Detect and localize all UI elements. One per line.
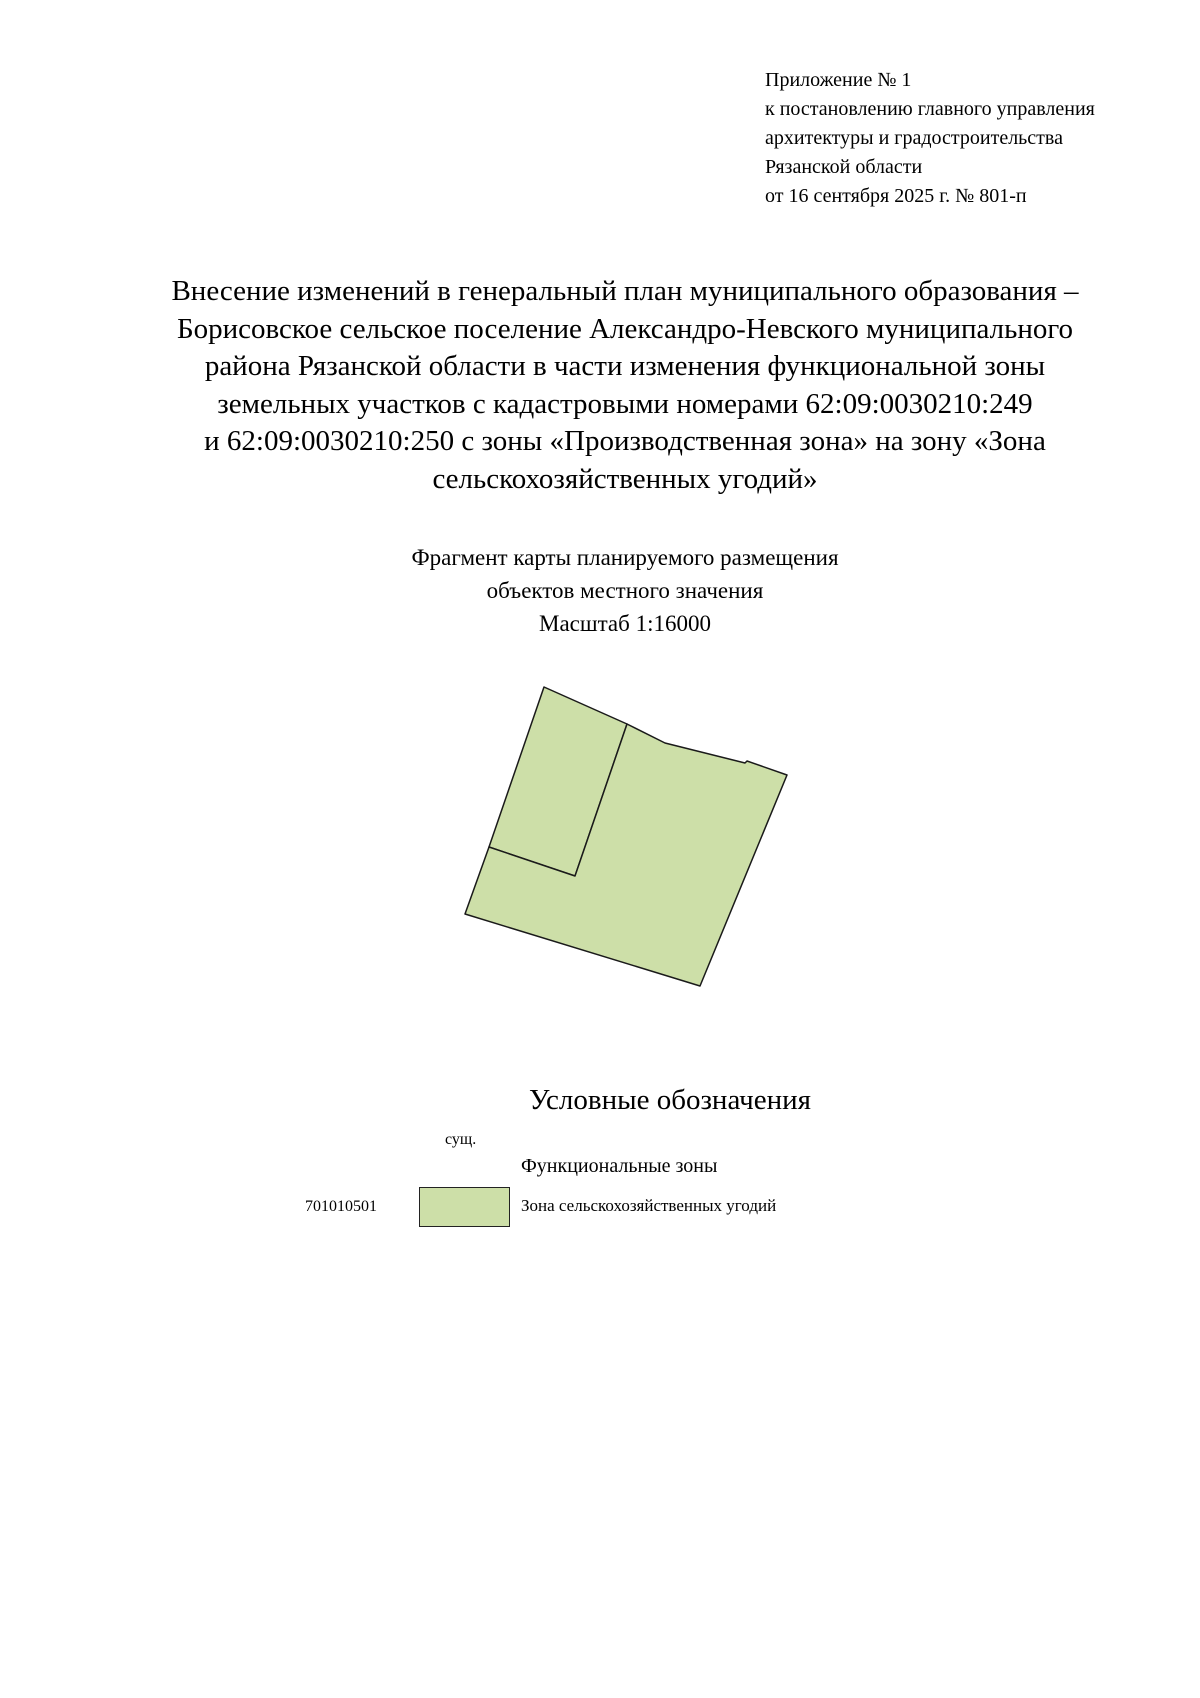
caption-line: Фрагмент карты планируемого размещения [411,545,839,570]
appendix-line: архитектуры и градостроительства [765,127,1063,149]
appendix-line: Рязанской области [765,156,923,178]
legend-color-swatch [419,1187,510,1227]
appendix-line: от 16 сентября 2025 г. № 801-п [765,185,1027,207]
title-line: земельных участков с кадастровыми номерами 62:09:0030210:249 [217,387,1033,420]
title-line: Внесение изменений в генеральный план муниципального образования – [171,275,1079,307]
title-line: Борисовское сельское поселение Александро-Невского муниципального [176,312,1074,345]
caption-line: объектов местного значения [486,578,764,603]
title-line: и 62:09:0030210:250 с зоны «Производственная зона» на зону «Зона [204,425,1046,457]
legend-item-label: Зона сельскохозяйственных угодий [521,1196,777,1215]
title-line: сельскохозяйственных угодий» [432,462,818,495]
legend-group-heading: Функциональные зоны [521,1155,718,1177]
legend-item-code: 701010501 [305,1198,377,1215]
appendix-line: Приложение № 1 [765,69,912,91]
parcel-main [465,724,787,986]
legend-tag: сущ. [445,1131,477,1148]
appendix-line: к постановлению главного управления [765,98,1095,120]
map-scale: Масштаб 1:16000 [539,611,711,636]
title-line: района Рязанской области в части изменения функциональной зоны [204,350,1046,382]
legend-title: Условные обозначения [529,1084,811,1116]
